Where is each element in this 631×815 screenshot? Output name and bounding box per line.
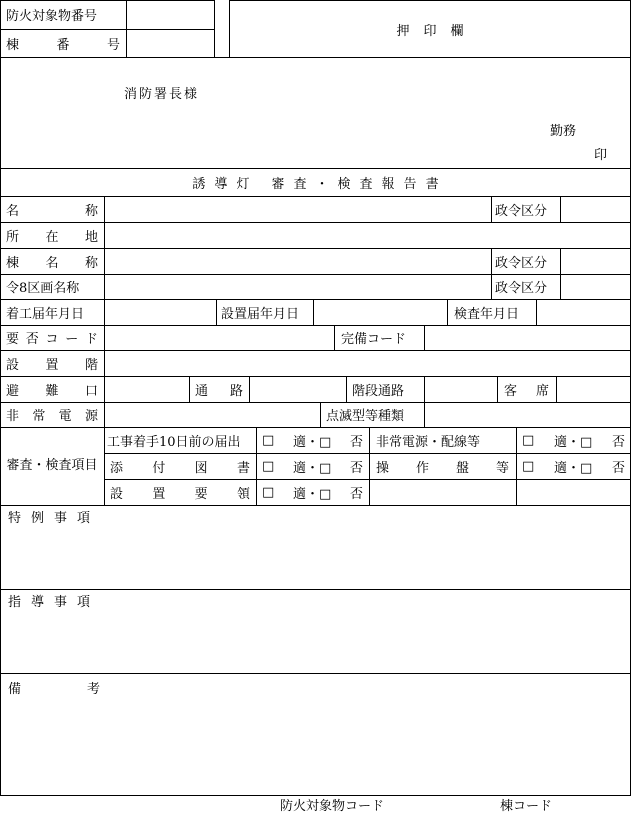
floor-input[interactable] [105, 351, 630, 376]
seal-column-label: 押 印 欄 [396, 23, 464, 39]
addressee: 消防署長様 [124, 87, 200, 102]
guidelines-choice[interactable]: □ 適・□ 否 [262, 484, 363, 502]
blank-review-cell-2[interactable] [517, 480, 630, 505]
name-input[interactable] [105, 197, 490, 222]
zone-name-input[interactable] [105, 275, 490, 299]
ordinance-class-input-1[interactable] [561, 197, 630, 222]
emergency-power-label: 非 常 電 源 [6, 409, 98, 424]
stair-passage-input[interactable] [425, 377, 496, 402]
guidance-items-label: 指 導 事 項 [8, 595, 91, 610]
blank-review-cell-1[interactable] [370, 480, 515, 505]
passage-input[interactable] [250, 377, 345, 402]
ordinance-class-label: 政令区分 [495, 203, 548, 219]
notice-label: 工事着手10日前の届出 [107, 434, 241, 450]
construction-date-label: 着工届年月日 [6, 306, 85, 322]
passage-label: 通 路 [195, 383, 243, 399]
workplace-label: 勤務 [550, 124, 577, 139]
guidelines-label: 設 置 要 領 [110, 486, 250, 502]
building-name-label: 棟 名 称 [6, 255, 98, 271]
inspection-date-label: 検査年月日 [454, 306, 520, 322]
building-name-input[interactable] [105, 249, 490, 274]
audience-seat-input[interactable] [557, 377, 630, 402]
ordinance-class-label-2: 政令区分 [495, 255, 548, 271]
stair-passage-label: 階段通路 [352, 383, 405, 399]
completion-code-label: 完備コード [341, 332, 407, 347]
special-items-label: 特 例 事 項 [8, 511, 91, 526]
control-panel-label: 操 作 盤 等 [376, 460, 509, 476]
evacuation-exit-label: 避 難 口 [6, 383, 98, 399]
object-number-input[interactable] [127, 1, 214, 29]
location-label: 所 在 地 [6, 229, 98, 245]
building-number-label: 棟 番 号 [6, 38, 120, 53]
ordinance-class-input-3[interactable] [561, 275, 630, 299]
necessity-code-input[interactable] [105, 326, 333, 350]
name-label: 名 称 [6, 203, 98, 219]
guidance-items-area[interactable] [1, 614, 630, 672]
blink-type-label: 点滅型等種類 [326, 409, 405, 424]
remarks-label: 備 考 [8, 681, 100, 697]
completion-code-input[interactable] [425, 326, 630, 350]
control-panel-choice[interactable]: □ 適・□ 否 [522, 458, 625, 476]
blink-type-input[interactable] [425, 403, 630, 427]
evacuation-exit-input[interactable] [105, 377, 188, 402]
ordinance-class-input-2[interactable] [561, 249, 630, 274]
seal-mark: 印 [594, 148, 608, 163]
installation-date-input[interactable] [314, 300, 446, 325]
building-number-input[interactable] [127, 30, 214, 57]
building-code-label: 棟コード [500, 799, 553, 814]
installation-date-label: 設置届年月日 [221, 306, 300, 322]
emergency-wiring-label: 非常電源・配線等 [376, 434, 481, 450]
drawings-label: 添 付 図 書 [110, 460, 250, 476]
special-items-area[interactable] [1, 530, 630, 588]
report-title: 誘 導 灯 審 査 ・ 検 査 報 告 書 [192, 177, 439, 192]
construction-date-input[interactable] [105, 300, 215, 325]
drawings-choice[interactable]: □ 適・□ 否 [262, 458, 363, 476]
floor-label: 設 置 階 [6, 357, 98, 373]
object-code-label: 防火対象物コード [280, 799, 385, 814]
necessity-code-label: 要 否 コ ー ド [6, 332, 98, 347]
emergency-power-input[interactable] [105, 403, 319, 427]
object-number-label: 防火対象物番号 [6, 9, 98, 24]
notice-choice[interactable]: □ 適・□ 否 [262, 432, 363, 450]
zone-name-label: 令8区画名称 [6, 281, 80, 296]
audience-seat-label: 客 席 [504, 383, 549, 399]
emergency-wiring-choice[interactable]: □ 適・□ 否 [522, 432, 625, 450]
remarks-area[interactable] [1, 698, 630, 795]
ordinance-class-label-3: 政令区分 [495, 281, 548, 296]
review-items-label: 審査・検査項目 [6, 458, 98, 474]
inspection-date-input[interactable] [537, 300, 630, 325]
location-input[interactable] [105, 223, 630, 248]
